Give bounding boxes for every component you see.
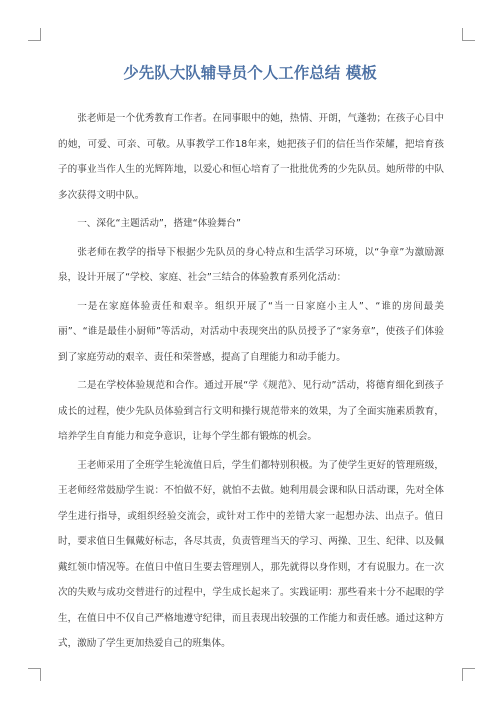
section-heading: 一、深化“主题活动”，搭建“体验舞台” xyxy=(77,218,241,229)
crop-mark-bottom-left xyxy=(28,668,41,681)
crop-mark-bottom-right xyxy=(462,668,475,681)
paragraph-intro: 张老师是一个优秀教育工作者。在同事眼中的她，热情、开朗，气蓬勃；在孩子心目中的她，可爱、可亲、可敬。从事教学工作18年来，她把孩子们的信任当作荣耀，把培育孩子的事业当作人生的光辉阵地，以爱心和恒心培育了一批批优秀的少先队员。她所带的中队多次获得文明中队。 xyxy=(58,113,444,201)
paragraph-family: 一是在家庭体验责任和艰辛。组织开展了“当一日家庭小主人”、“谁的房间最美丽”、“谁是最佳小厨师”等活动，对活动中表现突出的队员授予了“家务章”，使孩子们体验到了家庭劳动的艰辛、责任和荣誉感，提高了自理能力和动手能力。 xyxy=(58,300,444,363)
crop-mark-top-left xyxy=(28,28,41,41)
paragraph-duty: 王老师采用了全班学生轮流值日后，学生们都特别积极。为了使学生更好的管理班级，王老师经常鼓励学生说：不怕做不好，就怕不去做。她利用晨会课和队日活动课，先对全体学生进行指导，或组织经验交流会，或针对工作中的差错大家一起想办法、出点子。值日时，要求值日生佩戴好标志，各尽其责，负责管理当天的学习、两操、卫生、纪律、以及佩戴红领巾情况等。在值日中值日生要去管理别人，那先就得以身作则，才有说服力。在一次次的失败与成功交替进行的过程中，学生成长起来了。实践证明：那些看来十分不起眼的学生，在值日中不仅自己严格地遵守纪律，而且表现出较强的工作能力和责任感。通过这种方式，激励了学生更加热爱自己的班集体。 xyxy=(58,459,444,649)
paragraph-activities: 张老师在教学的指导下根据少先队员的身心特点和生活学习环境，以“争章”为激励源泉，设计开展了“学校、家庭、社会”三结合的体验教育系列化活动： xyxy=(58,246,444,283)
document-body xyxy=(58,106,444,660)
paragraph-school: 二是在学校体验规范和合作。通过开展“学《规范》、见行动”活动，将德育细化到孩子成长的过程，使少先队员体验到言行文明和操行规范带来的效果，为了全面实施素质教育，培养学生自育能力和竞争意识，让每个学生都有锻炼的机会。 xyxy=(58,380,444,442)
document-title: 少先队大队辅导员个人工作总结 模板 xyxy=(123,64,377,82)
crop-mark-top-right xyxy=(462,28,475,41)
